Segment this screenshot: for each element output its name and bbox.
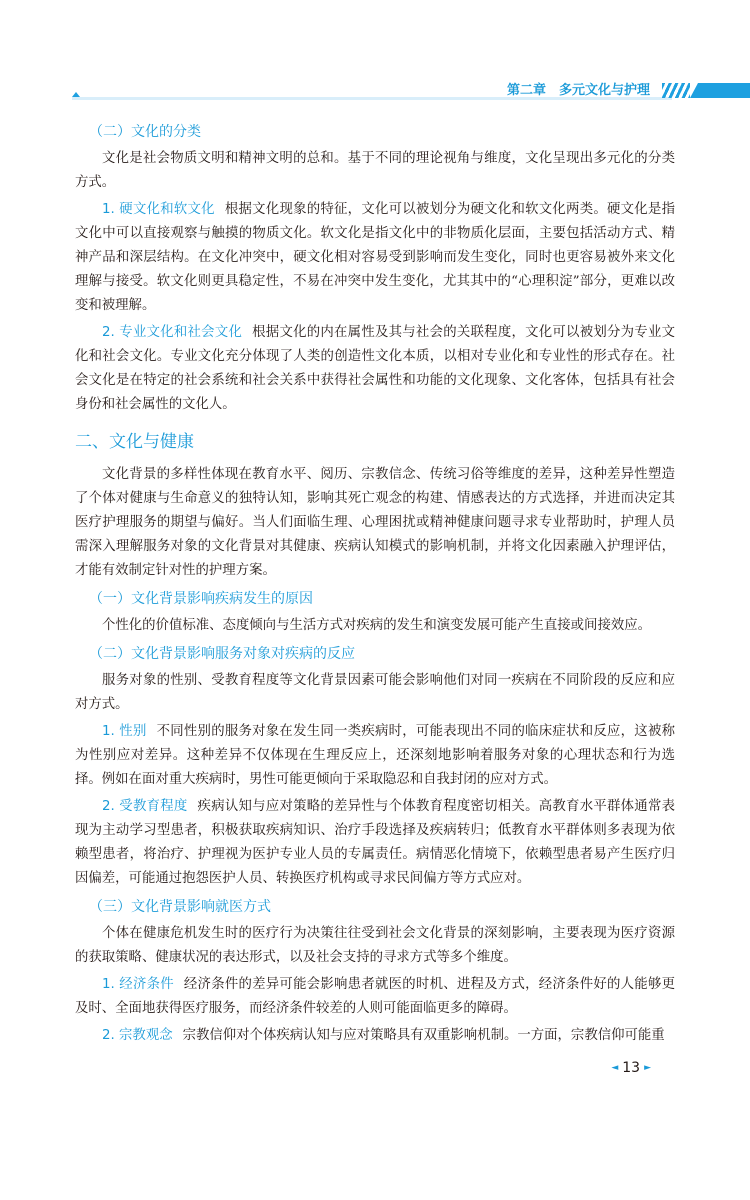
list-item (75, 198, 675, 318)
next-arrow-icon: ► (644, 1063, 651, 1073)
chapter-title: 第二章 多元文化与护理 (506, 83, 650, 98)
list-item (75, 973, 675, 1021)
item-text: 疾病认知与应对策略的差异性与个体教育程度密切相关。高教育水平群体通常表现为主动学习型患者，积极获取疾病知识、治疗手段选择及疾病转归；低教育水平群体则多表现为依赖型患者，将治疗、护理视为医护专业人员的专属责任。病情恶化情境下，依赖型患者易产生医疗归因偏差，可能通过抱怨医护人员、转换医疗机构或寻求民间偏方等方式应对。 (75, 799, 675, 886)
item-text: 根据文化现象的特征，文化可以被划分为硬文化和软文化两类。硬文化是指文化中可以直接观察与触摸的物质文化。软文化是指文化中的非物质化层面，主要包括活动方式、精神产品和深层结构。在文化冲突中，硬文化相对容易受到影响而发生变化，同时也更容易被外来文化理解与接受。软文化则更具稳定性，不易在冲突中发生变化，尤其其中的“心理积淀”部分，更难以改变和被理解。 (75, 202, 675, 313)
item-text: 宗教信仰对个体疾病认知与应对策略具有双重影响机制。一方面，宗教信仰可能重 (182, 1028, 665, 1043)
header-bar-decoration (690, 83, 750, 98)
item-lead: 2. 专业文化和社会文化 (102, 325, 243, 340)
item-text: 经济条件的差异可能会影响患者就医的时机、进程及方式，经济条件好的人能够更及时、全面地获得医疗服务，而经济条件较差的人则可能面临更多的障碍。 (75, 977, 675, 1016)
item-lead: 1. 性别 (102, 724, 147, 739)
paragraph: 服务对象的性别、受教育程度等文化背景因素可能会影响他们对同一疾病在不同阶段的反应和应对方式。 (75, 673, 675, 712)
page-number-text: 13 (622, 1060, 641, 1076)
paragraph: 文化是社会物质文明和精神文明的总和。基于不同的理论视角与维度，文化呈现出多元化的分类方式。 (75, 151, 675, 190)
paragraph: 个体在健康危机发生时的医疗行为决策往往受到社会文化背景的深刻影响，主要表现为医疗资源的获取策略、健康状况的表达形式，以及社会支持的寻求方式等多个维度。 (75, 926, 675, 965)
paragraph: 个性化的价值标准、态度倾向与生活方式对疾病的发生和演变发展可能产生直接或间接效应。 (102, 618, 652, 633)
prev-arrow-icon: ◄ (611, 1063, 619, 1073)
list-item (75, 720, 675, 792)
list-item (75, 321, 675, 417)
heading-disease-response: （二）文化背景影响服务对象对疾病的反应 (89, 646, 355, 662)
item-lead: 1. 经济条件 (102, 977, 174, 992)
list-item (75, 795, 675, 891)
heading-culture-classification: （二）文化的分类 (89, 124, 201, 140)
item-lead: 1. 硬文化和软文化 (102, 202, 215, 217)
item-lead: 2. 宗教观念 (102, 1028, 173, 1043)
item-lead: 2. 受教育程度 (102, 799, 188, 814)
item-text: 根据文化的内在属性及其与社会的关联程度，文化可以被划分为专业文化和社会文化。专业文化充分体现了人类的创造性文化本质，以相对专业化和专业性的形式存在。社会文化是在特定的社会系统和社会关系中获得社会属性和功能的文化现象、文化客体，包括具有社会身份和社会属性的文化人。 (75, 325, 675, 412)
paragraph: 文化背景的多样性体现在教育水平、阅历、宗教信念、传统习俗等维度的差异，这种差异性塑造了个体对健康与生命意义的独特认知，影响其死亡观念的构建、情感表达的方式选择，并进而决定其医疗护理服务的期望与偏好。当人们面临生理、心理困扰或精神健康问题寻求专业帮助时，护理人员需深入理解服务对象的文化背景对其健康、疾病认知模式的影响机制，并将文化因素融入护理评估，才能有效制定针对性的护理方案。 (75, 467, 675, 578)
heading-medical-seeking: （三）文化背景影响就医方式 (89, 899, 271, 915)
heading-disease-causes: （一）文化背景影响疾病发生的原因 (89, 591, 313, 607)
heading-culture-and-health: 二、文化与健康 (75, 432, 194, 452)
list-item (75, 1024, 675, 1048)
page-body (75, 0, 675, 1108)
page-number (75, 1058, 675, 1078)
item-text: 不同性别的服务对象在发生同一类疾病时，可能表现出不同的临床症状和反应，这被称为性别应对差异。这种差异不仅体现在生理反应上，还深刻地影响着服务对象的心理状态和行为选择。例如在面对重大疾病时，男性可能更倾向于采取隐忍和自我封闭的应对方式。 (75, 724, 675, 787)
